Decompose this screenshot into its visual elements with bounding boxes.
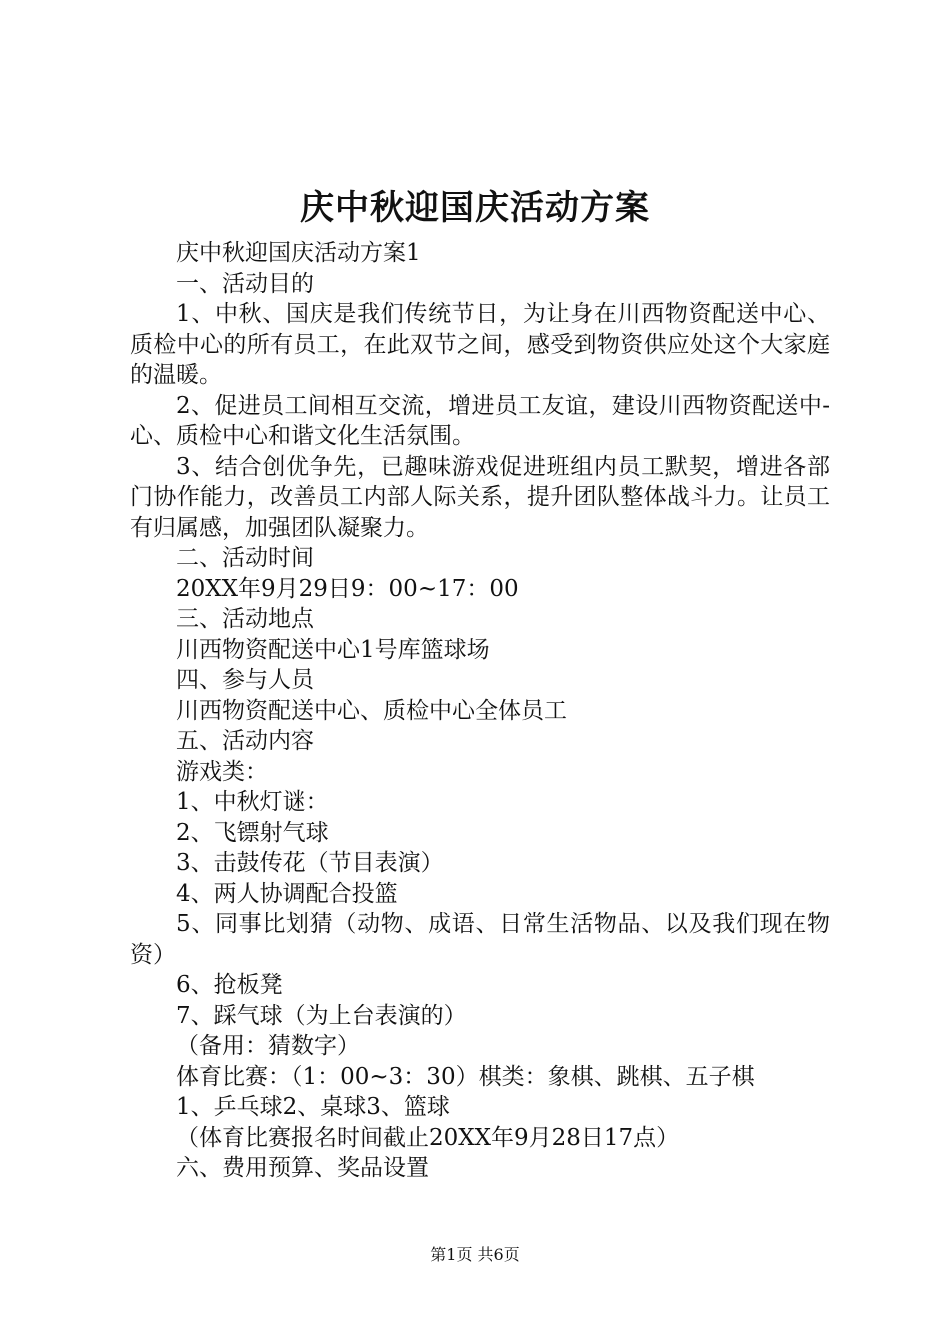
section-heading: 五、活动内容 — [176, 728, 314, 754]
list-item: 3、击鼓传花（节目表演） — [176, 850, 444, 876]
page-footer: 第1页 共6页 — [430, 1245, 520, 1264]
list-item: 6、抢板凳 — [176, 972, 283, 998]
paragraph: 庆中秋迎国庆活动方案1 — [176, 240, 421, 266]
list-item: 1、中秋灯谜： — [176, 789, 329, 815]
section-heading: 二、活动时间 — [176, 545, 314, 571]
paragraph: （备用：猜数字） — [176, 1033, 360, 1059]
paragraph: 3、结合创优争先，已趣味游戏促进班组内员工默契，增进各部门协作能力，改善员工内部人际关系，提升团队整体战斗力。让员工有归属感，加强团队凝聚力。 — [130, 453, 830, 541]
document-title: 庆中秋迎国庆活动方案 — [300, 188, 650, 228]
paragraph: （体育比赛报名时间截止20XX年9月28日17点） — [176, 1124, 680, 1151]
paragraph: 川西物资配送中心1号库篮球场 — [176, 636, 490, 663]
list-item: 1、乒乓球2、桌球3、篮球 — [176, 1094, 450, 1120]
paragraph: 川西物资配送中心、质检中心全体员工 — [176, 697, 567, 724]
paragraph: 2、促进员工间相互交流，增进员工友谊，建设川西物资配送中-心、质检中心和谐文化生活氛围。 — [130, 392, 830, 449]
list-item: 2、飞镖射气球 — [176, 819, 329, 846]
paragraph: 体育比赛：（1：00~3：30）棋类：象棋、跳棋、五子棋 — [176, 1063, 755, 1090]
document-body — [130, 238, 830, 1184]
paragraph: 游戏类： — [176, 758, 268, 785]
section-heading: 四、参与人员 — [176, 667, 314, 693]
section-heading: 三、活动地点 — [176, 606, 314, 632]
list-item: 7、踩气球（为上台表演的） — [176, 1002, 467, 1029]
section-heading: 一、活动目的 — [176, 270, 314, 297]
section-heading: 六、费用预算、奖品设置 — [176, 1155, 429, 1181]
paragraph: 20XX年9月29日9：00~17：00 — [176, 575, 519, 602]
list-item: 4、两人协调配合投篮 — [176, 880, 398, 907]
paragraph: 1、中秋、国庆是我们传统节日，为让身在川西物资配送中心、质检中心的所有员工，在此双节之间，感受到物资供应处这个大家庭的温暖。 — [130, 301, 830, 388]
list-item: 5、同事比划猜（动物、成语、日常生活物品、以及我们现在物资） — [130, 911, 830, 968]
